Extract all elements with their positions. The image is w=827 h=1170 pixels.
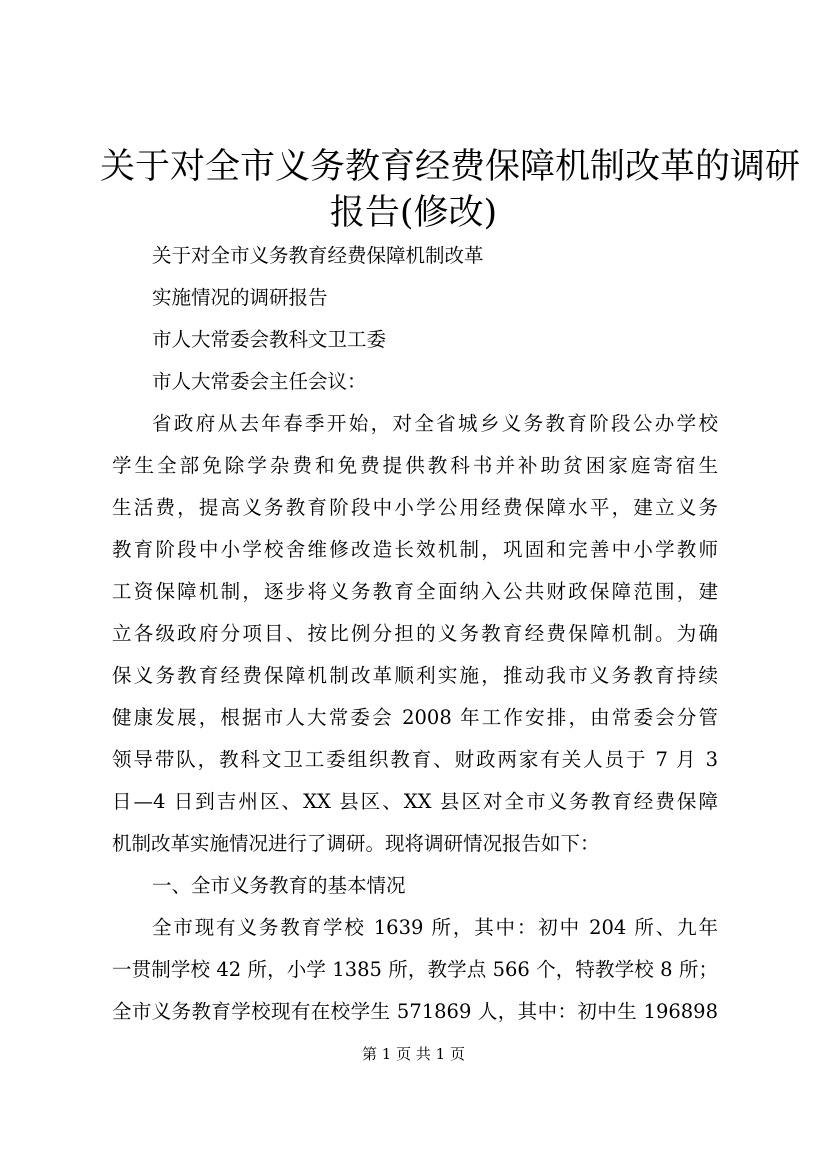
- paragraph-1-line-9: 领导带队，教科文卫工委组织教育、财政两家有关人员于 7 月 3: [112, 748, 718, 771]
- section-heading-1: 一、全市义务教育的基本情况: [152, 874, 406, 897]
- paragraph-1-line-11: 机制改革实施情况进行了调研。现将调研情况报告如下：: [112, 832, 600, 855]
- salutation-line: 市人大常委会主任会议：: [152, 370, 367, 393]
- paragraph-1-line-10: 日—4 日到吉州区、XX 县区、XX 县区对全市义务教育经费保障: [112, 790, 718, 813]
- paragraph-1-line-1: 省政府从去年春季开始，对全省城乡义务教育阶段公办学校: [152, 412, 718, 435]
- paragraph-1-line-7: 保义务教育经费保障机制改革顺利实施，推动我市义务教育持续: [112, 664, 718, 687]
- paragraph-2-line-2: 一贯制学校 42 所，小学 1385 所，教学点 566 个，特教学校 8 所；: [112, 958, 718, 981]
- subtitle-line-1: 关于对全市义务教育经费保障机制改革: [152, 244, 484, 267]
- page-footer: 第 1 页 共 1 页: [362, 1045, 465, 1063]
- paragraph-2-line-1: 全市现有义务教育学校 1639 所，其中：初中 204 所、九年: [152, 916, 718, 939]
- author-line: 市人大常委会教科文卫工委: [152, 328, 387, 351]
- paragraph-2-line-3: 全市义务教育学校现有在校学生 571869 人，其中：初中生 196898: [112, 1000, 718, 1023]
- title-line-2: 报告(修改): [329, 193, 498, 233]
- title-line-1: 关于对全市义务教育经费保障机制改革的调研: [100, 147, 801, 187]
- document-title: [100, 144, 801, 236]
- paragraph-1-line-8: 健康发展，根据市人大常委会 2008 年工作安排，由常委会分管: [112, 706, 718, 729]
- paragraph-1-line-2: 学生全部免除学杂费和免费提供教科书并补助贫困家庭寄宿生: [112, 454, 718, 477]
- paragraph-1-line-5: 工资保障机制，逐步将义务教育全面纳入公共财政保障范围，建: [112, 580, 718, 603]
- paragraph-1-line-4: 教育阶段中小学校舍维修改造长效机制，巩固和完善中小学教师: [112, 538, 718, 561]
- paragraph-1-line-6: 立各级政府分项目、按比例分担的义务教育经费保障机制。为确: [112, 622, 718, 645]
- paragraph-1-line-3: 生活费，提高义务教育阶段中小学公用经费保障水平，建立义务: [112, 496, 718, 519]
- subtitle-line-2: 实施情况的调研报告: [152, 286, 328, 309]
- document-body: [112, 242, 718, 1040]
